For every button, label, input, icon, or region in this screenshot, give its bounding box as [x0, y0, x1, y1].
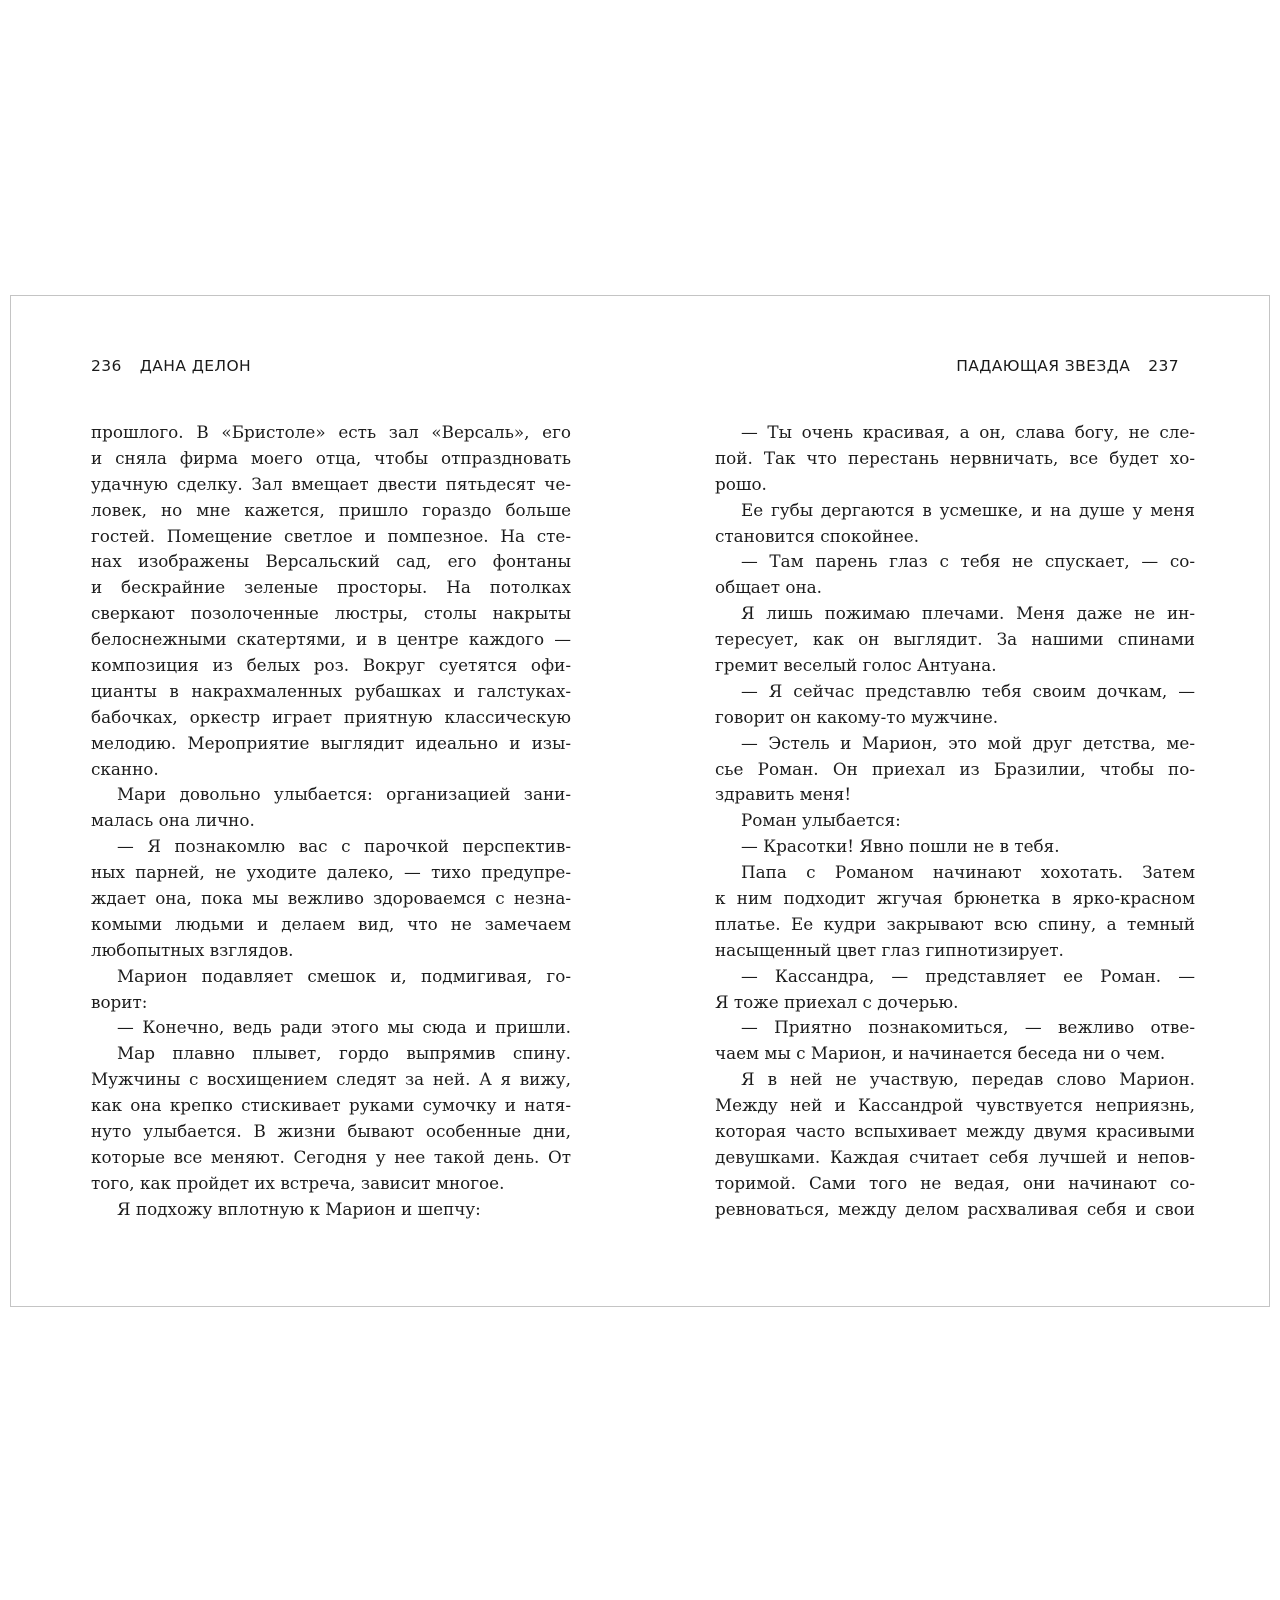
right-page-number: 237	[1148, 357, 1179, 375]
text-line: ловек, но мне кажется, пришло гораздо больше	[91, 499, 571, 520]
text-line: тересует, как он выглядит. За нашими спинами	[715, 629, 1195, 650]
text-line: гремит веселый голос Антуана.	[715, 655, 997, 676]
book-spread	[10, 295, 1270, 1307]
text-line: цианты в накрахмаленных рубашках и галстуках-	[91, 680, 571, 701]
text-line: бабочках, оркестр играет приятную классическую	[91, 706, 571, 727]
text-line: — Ты очень красивая, а он, слава богу, не сле-	[741, 422, 1195, 442]
text-line: к ним подходит жгучая брюнетка в ярко-красном	[715, 888, 1195, 909]
text-line: насыщенный цвет глаз гипнотизирует.	[715, 939, 1064, 960]
text-line: Мар плавно плывет, гордо выпрямив спину.	[117, 1043, 571, 1064]
text-line: которые все меняют. Сегодня у нее такой день. От	[91, 1146, 571, 1167]
text-line: нах изображены Версальский сад, его фонтаны	[91, 551, 571, 572]
text-line: здравить меня!	[715, 784, 852, 805]
text-line: общает она.	[715, 577, 822, 598]
text-line: ревноваться, между делом расхваливая себя и свои	[715, 1198, 1195, 1219]
text-line: того, как пройдет их встреча, зависит многое.	[91, 1172, 505, 1193]
text-line: девушками. Каждая считает себя лучшей и непов-	[715, 1146, 1195, 1167]
text-line: сверкают позолоченные люстры, столы накрыты	[91, 603, 571, 624]
left-text-block	[91, 420, 571, 1223]
text-line: Я тоже приехал с дочерью.	[715, 991, 959, 1012]
text-line: Я в ней не участвую, передав слово Марион.	[741, 1069, 1195, 1090]
text-line: мелодию. Мероприятие выглядит идеально и изы-	[91, 732, 571, 753]
text-line: — Конечно, ведь ради этого мы сюда и пришли.	[117, 1017, 571, 1038]
right-running-head	[956, 356, 1179, 376]
text-line: комыми людьми и делаем вид, что не замечаем	[91, 913, 571, 934]
text-line: Ее губы дергаются в усмешке, и на душе у меня	[741, 499, 1195, 520]
text-line: как она крепко стискивает руками сумочку и натя-	[91, 1095, 571, 1116]
text-line: Марион подавляет смешок и, подмигивая, го-	[117, 965, 571, 986]
text-line: — Эстель и Марион, это мой друг детства, ме-	[741, 732, 1195, 753]
text-line: Я подхожу вплотную к Марион и шепчу:	[117, 1198, 481, 1219]
text-line: прошлого. В «Бристоле» есть зал «Версаль», его	[91, 422, 571, 442]
text-line: Мужчины с восхищением следят за ней. А я вижу,	[91, 1069, 571, 1090]
text-line: рошо.	[715, 473, 767, 494]
text-line: гостей. Помещение светлое и помпезное. На сте-	[91, 525, 571, 546]
right-text-block	[715, 420, 1195, 1223]
text-line: говорит он какому-то мужчине.	[715, 706, 999, 727]
left-page-number: 236	[91, 357, 122, 375]
text-line: и бескрайние зеленые просторы. На потолках	[91, 577, 571, 598]
text-line: Папа с Романом начинают хохотать. Затем	[741, 862, 1195, 883]
text-line: сканно.	[91, 758, 159, 779]
text-line: удачную сделку. Зал вмещает двести пятьдесят че-	[91, 473, 571, 494]
text-line: — Там парень глаз с тебя не спускает, — со-	[741, 551, 1195, 572]
text-line: торимой. Сами того не ведая, они начинают со-	[715, 1172, 1195, 1193]
text-line: белоснежными скатертями, и в центре каждого —	[91, 629, 571, 650]
text-line: пой. Так что перестань нервничать, все будет хо-	[715, 447, 1195, 468]
left-running-head-title: ДАНА ДЕЛОН	[139, 357, 252, 375]
text-line: которая часто вспыхивает между двумя красивыми	[715, 1121, 1195, 1142]
text-line: — Я сейчас представлю тебя своим дочкам, —	[741, 680, 1195, 701]
text-line: нуто улыбается. В жизни бывают особенные дни,	[91, 1121, 571, 1142]
left-running-head	[91, 356, 251, 376]
text-line: ждает она, пока мы вежливо здороваемся с незна-	[91, 888, 571, 909]
text-line: Я лишь пожимаю плечами. Меня даже не ин-	[741, 603, 1195, 624]
text-line: сье Роман. Он приехал из Бразилии, чтобы по-	[715, 758, 1195, 779]
text-line: малась она лично.	[91, 810, 255, 831]
text-line: композиция из белых роз. Вокруг суетятся офи-	[91, 655, 571, 676]
text-line: — Красотки! Явно пошли не в тебя.	[741, 836, 1060, 857]
text-line: Роман улыбается:	[741, 810, 901, 831]
right-running-head-title: ПАДАЮЩАЯ ЗВЕЗДА	[956, 357, 1131, 375]
right-page	[641, 296, 1271, 1306]
text-line: платье. Ее кудри закрывают всю спину, а темный	[715, 913, 1195, 934]
text-line: чаем мы с Марион, и начинается беседа ни о чем.	[715, 1043, 1166, 1064]
left-page	[11, 296, 641, 1306]
text-line: — Кассандра, — представляет ее Роман. —	[741, 965, 1195, 986]
text-line: ных парней, не уходите далеко, — тихо предупре-	[91, 862, 571, 883]
text-line: Мари довольно улыбается: организацией зани-	[117, 784, 571, 805]
text-line: любопытных взглядов.	[91, 939, 294, 960]
text-line: ворит:	[91, 991, 148, 1012]
text-line: — Приятно познакомиться, — вежливо отве-	[741, 1017, 1195, 1038]
text-line: становится спокойнее.	[715, 525, 920, 546]
text-line: Между ней и Кассандрой чувствуется неприязнь,	[715, 1095, 1195, 1116]
text-line: и сняла фирма моего отца, чтобы отпраздновать	[91, 447, 571, 468]
text-line: — Я познакомлю вас с парочкой перспектив-	[117, 836, 571, 857]
